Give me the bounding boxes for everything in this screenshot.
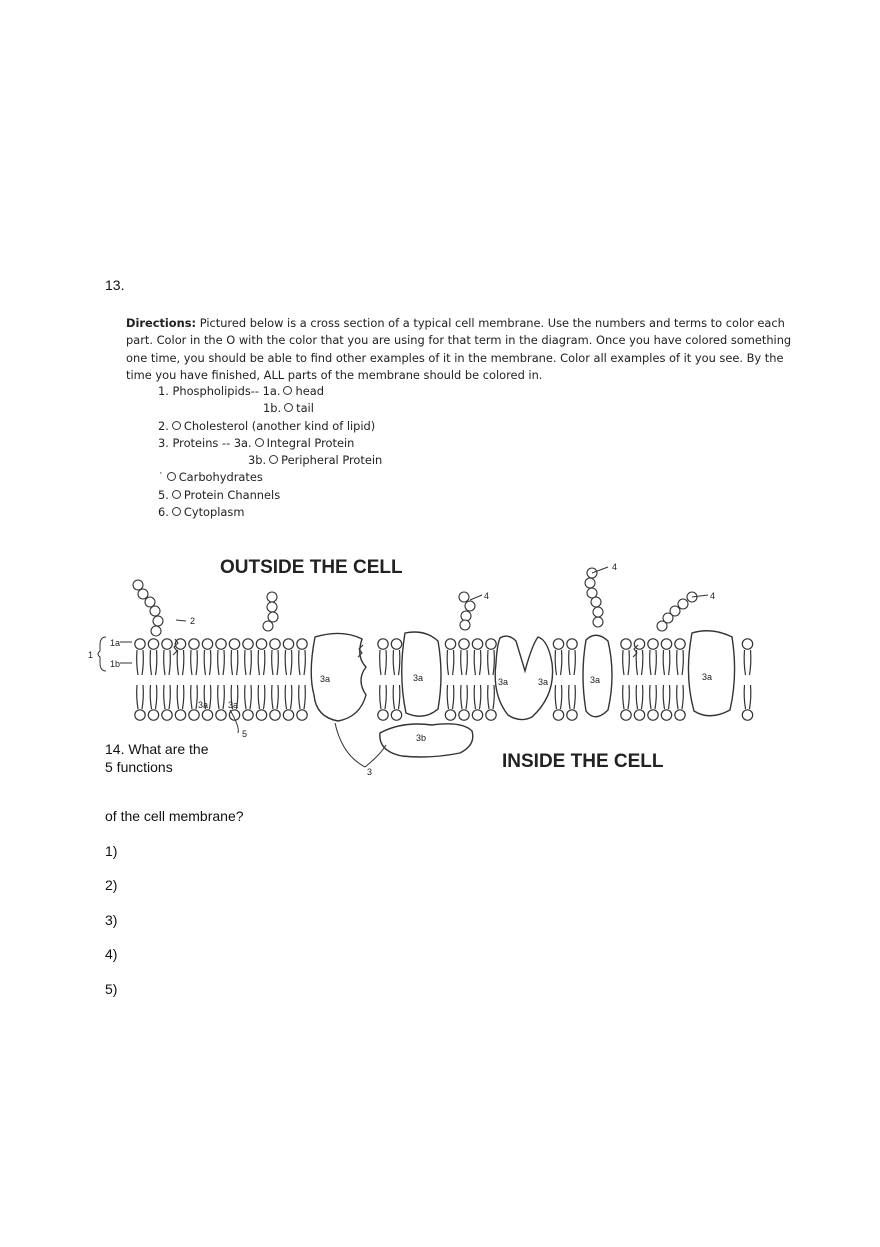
answer-line-1: 1) (105, 843, 118, 859)
legend-row-protein-channels: 5. Protein Channels (158, 487, 281, 502)
phospholipid-head (648, 710, 658, 720)
phospholipid-head (175, 710, 185, 720)
color-circle-icon (172, 421, 181, 430)
answer-line-2: 2) (105, 877, 118, 893)
phospholipid-tail (177, 685, 184, 709)
phospholipid-tail (663, 685, 670, 709)
label-3a-8: 3a (702, 672, 713, 682)
phospholipid-head (553, 710, 563, 720)
color-circle-icon (172, 507, 181, 516)
phospholipid-tail (393, 685, 400, 709)
phospholipid-tail (137, 685, 144, 709)
phospholipid-tail (191, 685, 198, 709)
phospholipid-tail (744, 685, 751, 709)
color-circle-icon (167, 472, 176, 481)
question-14-line3: of the cell membrane? (105, 808, 244, 824)
phospholipid-tail (177, 650, 184, 675)
answer-line-5: 5) (105, 981, 118, 997)
phospholipid-head (256, 710, 266, 720)
phospholipid-head (229, 639, 239, 649)
color-circle-icon (172, 490, 181, 499)
legend-row-integral-protein: 3. Proteins -- 3a. Integral Protein (158, 435, 355, 450)
label-3a-2: 3a (228, 700, 239, 710)
phospholipid-head (445, 710, 455, 720)
question-13-number: 13. (105, 277, 125, 293)
phospholipid-head (742, 710, 752, 720)
phospholipid-head (472, 639, 482, 649)
color-circle-icon (283, 386, 292, 395)
label-3a-4: 3a (413, 673, 424, 683)
phospholipid-tail (204, 650, 211, 675)
phospholipid-tail (150, 685, 157, 709)
phospholipid-head (567, 639, 577, 649)
phospholipid-head (283, 639, 293, 649)
phospholipid-tail (488, 650, 495, 675)
phospholipid-head (162, 639, 172, 649)
phospholipid-tail (569, 685, 576, 709)
phospholipid-tail (569, 650, 576, 675)
phospholipid-head (297, 639, 307, 649)
phospholipid-tail (299, 685, 306, 709)
phospholipid-head (378, 639, 388, 649)
phospholipid-head (486, 710, 496, 720)
phospholipid-head (553, 639, 563, 649)
directions-label: Directions: (126, 316, 197, 330)
phospholipid-tail (677, 685, 684, 709)
phospholipid-head (621, 710, 631, 720)
label-3a-3: 3a (320, 674, 331, 684)
phospholipid-head (742, 639, 752, 649)
legend-row-phospholipid-head: 1. Phospholipids-- 1a. head (158, 384, 324, 398)
legend-row-peripheral-protein: 3b. Peripheral Protein (248, 453, 383, 468)
color-circle-icon (284, 403, 293, 412)
phospholipid-tail (623, 650, 630, 675)
phospholipid-tail (461, 650, 468, 675)
label-3a-5: 3a (498, 677, 509, 687)
legend-row-carbohydrates: ˙ Carbohydrates (158, 470, 263, 485)
label-3a-1: 3a (198, 700, 209, 710)
phospholipid-head (162, 710, 172, 720)
phospholipid-head (391, 710, 401, 720)
question-14-prompt (105, 740, 215, 776)
phospholipid-tail (474, 685, 481, 709)
phospholipid-head (634, 710, 644, 720)
phospholipid-tail (636, 650, 643, 675)
membrane-proteins (311, 631, 734, 757)
legend-row-cytoplasm: 6. Cytoplasm (158, 505, 245, 520)
phospholipid-tail (447, 650, 454, 675)
phospholipid-head (135, 639, 145, 649)
phospholipid-head (661, 639, 671, 649)
label-2: 2 (190, 616, 196, 626)
color-circle-icon (269, 455, 278, 464)
label-5: 5 (242, 729, 248, 739)
phospholipid-head (675, 639, 685, 649)
phospholipid-head (270, 639, 280, 649)
phospholipid-head (621, 639, 631, 649)
label-4-b: 4 (612, 562, 618, 572)
phospholipid-head (378, 710, 388, 720)
label-4-a: 4 (484, 591, 490, 601)
phospholipid-tail (299, 650, 306, 675)
legend-list (158, 383, 382, 521)
phospholipid-tail (164, 685, 171, 709)
phospholipid-head (256, 639, 266, 649)
phospholipid-head (459, 639, 469, 649)
phospholipid-tail (150, 650, 157, 675)
phospholipid-head (270, 710, 280, 720)
phospholipid-tail (258, 685, 265, 709)
inside-label: INSIDE THE CELL (502, 751, 664, 772)
phospholipid-head (135, 710, 145, 720)
phospholipid-tail (285, 685, 292, 709)
phospholipid-tail (393, 650, 400, 675)
phospholipid-tail (137, 650, 144, 675)
phospholipid-tail (218, 685, 225, 709)
color-circle-icon (255, 438, 264, 447)
phospholipid-head (189, 639, 199, 649)
phospholipid-tail (636, 685, 643, 709)
phospholipid-head (148, 639, 158, 649)
phospholipid-tail (555, 685, 562, 709)
phospholipid-head (243, 639, 253, 649)
phospholipid-tail (488, 685, 495, 709)
phospholipid-head (459, 710, 469, 720)
question-14-line1: 14. What are the (105, 741, 209, 757)
phospholipid-head (283, 710, 293, 720)
phospholipid-tail (663, 650, 670, 675)
phospholipid-tail (650, 685, 657, 709)
phospholipid-tail (245, 685, 252, 709)
phospholipid-tail (474, 650, 481, 675)
phospholipid-head (486, 639, 496, 649)
outside-label: OUTSIDE THE CELL (220, 557, 403, 578)
phospholipid-tail (744, 650, 751, 675)
phospholipid-tail (447, 685, 454, 709)
phospholipid-head (202, 639, 212, 649)
phospholipid-tail (272, 685, 279, 709)
phospholipid-head (661, 710, 671, 720)
phospholipid-tail (231, 650, 238, 675)
phospholipid-tail (191, 650, 198, 675)
phospholipid-head (216, 710, 226, 720)
phospholipid-head (297, 710, 307, 720)
phospholipid-tail (245, 650, 252, 675)
label-1a: 1a (110, 638, 121, 648)
label-3: 3 (367, 767, 373, 777)
phospholipid-head (148, 710, 158, 720)
answer-line-3: 3) (105, 912, 118, 928)
label-3b: 3b (416, 733, 427, 743)
phospholipid-tail (650, 650, 657, 675)
phospholipid-tail (623, 685, 630, 709)
phospholipid-tail (555, 650, 562, 675)
carbohydrate-chains (133, 568, 697, 636)
phospholipid-head (445, 639, 455, 649)
legend-row-phospholipid-tail: 1b. tail (263, 401, 314, 416)
phospholipid-head (189, 710, 199, 720)
phospholipid-head (675, 710, 685, 720)
phospholipid-tail (285, 650, 292, 675)
directions-text: Pictured below is a cross section of a typical cell membrane. Use the numbers and terms to color each part. Color in the O with the color that you are using for that term in the diagram. Once you have colored something one time, you should be able to find other examples of it in the membrane. Color all examples of it you see. By the time you have finished, ALL parts of the membrane should be colored in. (126, 316, 792, 383)
label-3a-7: 3a (590, 675, 601, 685)
phospholipid-head (202, 710, 212, 720)
label-1b: 1b (110, 659, 121, 669)
phospholipid-head (567, 710, 577, 720)
directions-paragraph (126, 315, 796, 385)
phospholipid-head (472, 710, 482, 720)
phospholipid-tail (218, 650, 225, 675)
phospholipid-tail (258, 650, 265, 675)
answer-line-4: 4) (105, 946, 118, 962)
label-3a-6: 3a (538, 677, 549, 687)
question-14-line2: 5 functions (105, 759, 173, 775)
phospholipid-head (648, 639, 658, 649)
label-4-c: 4 (710, 591, 716, 601)
phospholipid-tail (461, 685, 468, 709)
peripheral-protein (380, 724, 473, 757)
label-1: 1 (88, 650, 94, 660)
phospholipid-tail (380, 685, 387, 709)
phospholipid-tail (677, 650, 684, 675)
phospholipid-tail (380, 650, 387, 675)
phospholipid-head (391, 639, 401, 649)
phospholipid-head (243, 710, 253, 720)
legend-row-cholesterol: 2. Cholesterol (another kind of lipid) (158, 418, 376, 433)
phospholipid-head (216, 639, 226, 649)
phospholipid-tail (272, 650, 279, 675)
phospholipid-tail (164, 650, 171, 675)
